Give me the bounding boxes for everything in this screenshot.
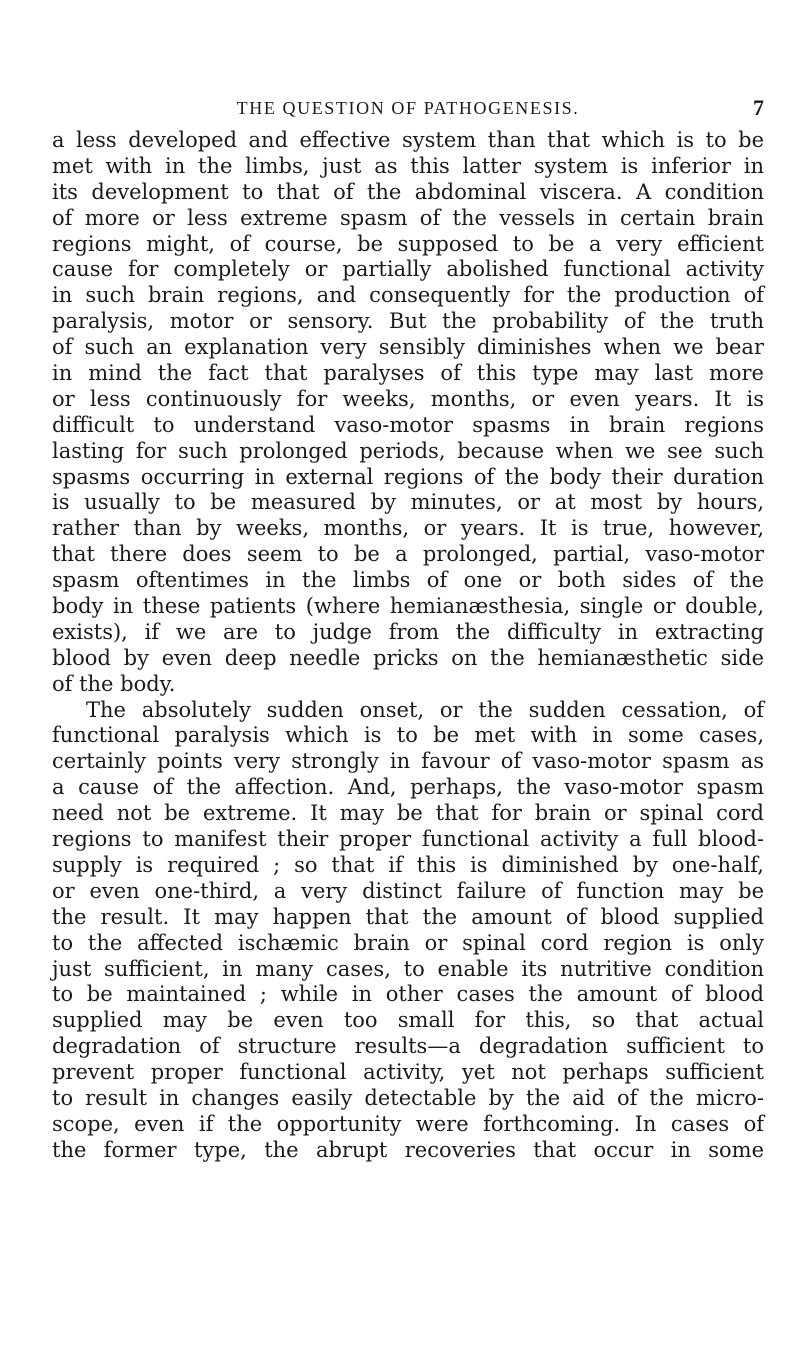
text-line: met with in the limbs, just as this latter system is inferior in [52, 153, 764, 178]
text-line: spasms occurring in external regions of the body their duration [52, 464, 764, 489]
text-line: regions might, of course, be supposed to be a very efficient [52, 231, 764, 256]
text-line: that there does seem to be a prolonged, partial, vaso-motor [52, 542, 764, 567]
text-line: just sufficient, in many cases, to enable its nutritive condition [52, 956, 764, 981]
text-line: regions to manifest their proper functional activity a full blood- [52, 827, 764, 852]
text-line: exists), if we are to judge from the difficulty in extracting [52, 619, 764, 644]
text-line: to result in changes easily detectable by the aid of the micro- [52, 1085, 764, 1110]
body-text [52, 128, 764, 1164]
running-head [52, 96, 764, 120]
running-title: THE QUESTION OF PATHOGENESIS. [236, 98, 580, 118]
text-line: difficult to understand vaso-motor spasms in brain regions [52, 412, 764, 437]
paragraph [52, 128, 764, 698]
text-line: the former type, the abrupt recoveries that occur in some [52, 1137, 764, 1162]
text-line: degradation of structure results—a degradation sufficient to [52, 1034, 764, 1059]
text-line: body in these patients (where hemianæsthesia, single or double, [52, 594, 764, 619]
text-line: in mind the fact that paralyses of this type may last more [52, 361, 764, 386]
text-line: cause for completely or partially abolished functional activity [52, 257, 764, 282]
text-line: lasting for such prolonged periods, because when we see such [52, 438, 764, 463]
text-line: functional paralysis which is to be met with in some cases, [52, 723, 764, 748]
text-line: of the body. [52, 671, 176, 696]
text-line: or even one-third, a very distinct failure of function may be [52, 878, 764, 903]
text-line: The absolutely sudden onset, or the sudden cessation, of [86, 697, 764, 722]
page-number: 7 [753, 95, 764, 120]
text-line: prevent proper functional activity, yet not perhaps sufficient [52, 1060, 764, 1085]
text-line: scope, even if the opportunity were forthcoming. In cases of [52, 1111, 764, 1136]
text-line: the result. It may happen that the amount of blood supplied [52, 904, 764, 929]
text-line: to be maintained ; while in other cases the amount of blood [52, 982, 764, 1007]
text-line: supply is required ; so that if this is diminished by one-half, [52, 852, 764, 877]
text-line: paralysis, motor or sensory. But the probability of the truth [52, 309, 764, 334]
text-line: or less continuously for weeks, months, or even years. It is [52, 386, 764, 411]
paragraph [52, 698, 764, 1164]
text-line: rather than by weeks, months, or years. It is true, however, [52, 516, 764, 541]
text-line: a less developed and effective system than that which is to be [52, 128, 764, 152]
text-line: is usually to be measured by minutes, or at most by hours, [52, 490, 764, 515]
text-line: its development to that of the abdominal viscera. A condition [52, 179, 764, 204]
text-line: need not be extreme. It may be that for brain or spinal cord [52, 801, 764, 826]
text-line: in such brain regions, and consequently for the production of [52, 283, 764, 308]
text-line: blood by even deep needle pricks on the hemianæsthetic side [52, 645, 764, 670]
text-line: a cause of the affection. And, perhaps, the vaso-motor spasm [52, 775, 764, 800]
text-line: spasm oftentimes in the limbs of one or both sides of the [52, 568, 764, 593]
text-line: to the affected ischæmic brain or spinal cord region is only [52, 930, 764, 955]
text-line: of such an explanation very sensibly diminishes when we bear [52, 335, 764, 360]
text-line: certainly points very strongly in favour of vaso-motor spasm as [52, 749, 764, 774]
text-line: of more or less extreme spasm of the vessels in certain brain [52, 205, 764, 230]
text-line: supplied may be even too small for this, so that actual [52, 1008, 764, 1033]
